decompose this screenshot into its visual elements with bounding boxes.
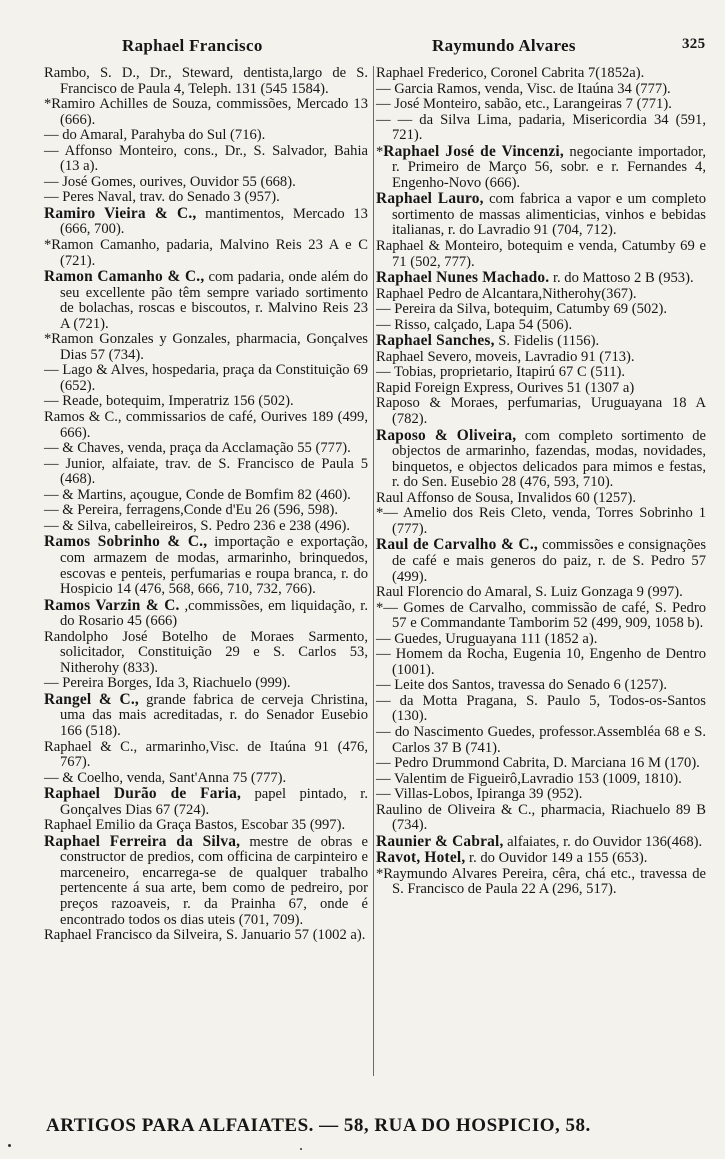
entry-text: — Reade, botequim, Imperatriz 156 (502). — [44, 393, 294, 410]
directory-entry — [44, 676, 368, 692]
directory-entry — [44, 818, 368, 834]
directory-entry — [44, 503, 368, 519]
directory-entry — [44, 394, 368, 410]
entry-text: Raphael Francisco da Silveira, S. Januario 57 (1002 a). — [44, 927, 366, 944]
directory-entry — [376, 491, 706, 507]
directory-entry — [44, 457, 368, 488]
directory-entry — [44, 928, 368, 944]
entry-text: Randolpho José Botelho de Moraes Sarmento, solicitador, Constituição 29 e S. Carlos 53, Nitherohy (833). — [44, 628, 368, 676]
entry-text: — Lago & Alves, hospedaria, praça da Constituição 69 (652). — [44, 362, 368, 394]
entry-text: — Gomes de Carvalho, commissão de café, S. Pedro 57 e Commandante Tamborim 52 (499, 909, 1058 b). — [383, 599, 706, 632]
entry-text: S. Fidelis (1156). — [494, 333, 600, 350]
directory-entry — [376, 834, 706, 851]
directory-entry — [376, 270, 706, 287]
directory-entry — [376, 647, 706, 678]
directory-entry — [376, 756, 706, 772]
entry-text: — Junior, alfaiate, trav. de S. Francisco de Paula 5 (468). — [44, 455, 368, 488]
entry-name-bold: Raunier & Cabral, — [376, 832, 504, 850]
entry-text: Ramiro Achilles de Souza, commissões, Mercado 13 (666). — [51, 96, 368, 128]
directory-entry — [44, 598, 368, 630]
entry-text: mantimentos, Mercado 13 (666, 700). — [60, 205, 368, 238]
entry-text: — Pereira Borges, Ida 3, Riachuelo (999). — [44, 675, 291, 692]
directory-entry — [44, 786, 368, 818]
entry-text: com completo sortimento de objectos de armarinho, fazendas, modas, novidades, binquetos, e objectos delicados para mimos e festas, r. do Sen. Eusebio 28 (476, 593, 710). — [392, 427, 706, 491]
entry-marker: * — [44, 331, 52, 348]
entry-name-bold: Ravot, Hotel, — [376, 849, 466, 867]
entry-text: grande fabrica de cerveja Christina, uma das mais acreditadas, r. do Senador Eusebio 166 (518). — [60, 691, 368, 739]
entry-text: — & Silva, cabelleireiros, S. Pedro 236 e 238 (496). — [44, 517, 351, 534]
directory-entry — [376, 287, 706, 303]
entry-name-bold: Ramon Camanho & C., — [44, 268, 205, 286]
entry-text: Ramon Gonzales y Gonzales, pharmacia, Gonçalves Dias 57 (734). — [51, 331, 368, 363]
directory-entry — [376, 318, 706, 334]
footer-advertisement: ARTIGOS PARA ALFAIATES. — 58, RUA DO HOSPICIO, 58. — [46, 1115, 591, 1136]
entry-text: Raul Florencio do Amaral, S. Luiz Gonzaga 9 (997). — [376, 584, 683, 601]
directory-entry — [44, 441, 368, 457]
directory-entry — [44, 269, 368, 332]
directory-entry — [44, 97, 368, 128]
directory-entry — [44, 144, 368, 175]
entry-name-bold: Raul de Carvalho & C., — [376, 536, 538, 554]
entry-marker: * — [44, 237, 52, 254]
entry-text: importação e exportação, com armazem de modas, armarinho, brinquedos, escovas e penteis, perfumarias e roupa branca, r. do Hospicio 14 (476, 568, 666, 710, 732, 766). — [60, 534, 368, 598]
directory-entry — [376, 678, 706, 694]
directory-entry — [376, 381, 706, 397]
entry-text: Raposo & Moraes, perfumarias, Uruguayana 18 A (782). — [376, 395, 706, 428]
directory-entry — [376, 396, 706, 427]
entry-text: Raymundo Alvares Pereira, cêra, chá etc., travessa de S. Francisco de Paula 22 A (296, 517). — [383, 865, 706, 898]
directory-entry — [44, 206, 368, 238]
directory-entry — [44, 363, 368, 394]
directory-entry — [376, 772, 706, 788]
directory-entry — [376, 803, 706, 834]
directory-entry — [376, 867, 706, 898]
directory-entry — [44, 740, 368, 771]
directory-entry — [376, 365, 706, 381]
directory-entry — [376, 632, 706, 648]
directory-entry — [376, 82, 706, 98]
entry-name-bold: Ramos Varzin & C. — [44, 596, 180, 614]
directory-entry — [376, 113, 706, 144]
entry-text: — & Pereira, ferragens,Conde d'Eu 26 (596, 598). — [44, 502, 339, 519]
directory-entry — [376, 725, 706, 756]
entry-marker: * — [44, 96, 52, 113]
entry-name-bold: Raphael Durão de Faria, — [44, 785, 242, 803]
directory-entry — [376, 350, 706, 366]
print-speck — [8, 1144, 11, 1147]
directory-entry — [376, 239, 706, 270]
directory-entry — [376, 428, 706, 491]
entry-text: — Pereira da Silva, botequim, Catumby 69 (502). — [376, 301, 668, 318]
entry-text: commissões e consignações de café e mais generos do paiz, r. de S. Pedro 57 (499). — [392, 537, 706, 585]
entry-text: — Pedro Drummond Cabrita, D. Marciana 16 M (170). — [376, 755, 700, 772]
print-speck — [300, 1148, 302, 1150]
directory-entry — [376, 302, 706, 318]
entry-text: Raphael Frederico, Coronel Cabrita 7(1852a). — [376, 65, 645, 81]
entry-text: Rambo, S. D., Dr., Steward, dentista,largo de S. Francisco de Paula 4, Teleph. 131 (545 1584). — [44, 65, 368, 97]
directory-entry — [376, 694, 706, 725]
directory-entry — [376, 144, 706, 192]
directory-entry — [44, 175, 368, 191]
entry-text: — Homem da Rocha, Eugenia 10, Engenho de Dentro (1001). — [376, 646, 706, 678]
directory-entry — [44, 128, 368, 144]
entry-text: — da Motta Pragana, S. Paulo 5, Todos-os-Santos (130). — [376, 692, 706, 725]
directory-entry — [44, 488, 368, 504]
page-number: 325 — [682, 36, 706, 52]
directory-entry — [376, 787, 706, 803]
entry-text: mestre de obras e constructor de predios, com officina de carpinteiro e marceneiro, encarrega-se de qualquer trabalho pertencente á sua arte, bem como de pedreiro, por preços razoaveis, r. da Prainha 67, onde é encontrado todos os dias uteis (701, 709). — [60, 833, 368, 928]
entry-text: — Tobias, proprietario, Itapirú 67 C (511). — [376, 364, 626, 381]
entry-text: Ramon Camanho, padaria, Malvino Reis 23 A e C (721). — [51, 237, 368, 269]
entry-text: papel pintado, r. Gonçalves Dias 67 (724). — [60, 786, 368, 818]
entry-text: r. do Ouvidor 149 a 155 (653). — [465, 850, 648, 867]
entry-name-bold: Raposo & Oliveira, — [376, 426, 517, 444]
entry-text: — José Monteiro, sabão, etc., Larangeiras 7 (771). — [376, 96, 672, 113]
entry-text: Raulino de Oliveira & C., pharmacia, Riachuelo 89 B (734). — [376, 801, 706, 834]
entry-text: Raphael Severo, moveis, Lavradio 91 (713). — [376, 348, 635, 365]
entry-text: — & Chaves, venda, praça da Acclamação 55 (777). — [44, 440, 351, 457]
entry-text: Raphael & C., armarinho,Visc. de Itaúna 91 (476, 767). — [44, 738, 368, 771]
entry-marker: * — [376, 505, 384, 522]
directory-entry — [44, 519, 368, 535]
directory-entry — [44, 771, 368, 787]
directory-entry — [376, 66, 706, 82]
directory-entry — [376, 850, 706, 867]
directory-entry — [376, 537, 706, 585]
column-rule — [373, 66, 374, 1076]
directory-entry — [44, 534, 368, 597]
entry-text: — Villas-Lobos, Ipiranga 39 (952). — [376, 786, 583, 803]
entry-text: — do Amaral, Parahyba do Sul (716). — [44, 127, 266, 144]
entry-name-bold: Raphael Ferreira da Silva, — [44, 832, 241, 850]
entry-text: — José Gomes, ourives, Ouvidor 55 (668). — [44, 173, 296, 190]
entry-text: r. do Mattoso 2 B (953). — [549, 270, 694, 287]
entry-text: Raphael & Monteiro, botequim e venda, Catumby 69 e 71 (502, 777). — [376, 238, 706, 270]
directory-entry — [44, 332, 368, 363]
entry-text: Ramos & C., commissarios de café, Ourives 189 (499, 666). — [44, 409, 368, 441]
directory-entry — [376, 191, 706, 239]
directory-entry — [44, 630, 368, 677]
right-column — [376, 66, 706, 898]
entry-text: Raul Affonso de Sousa, Invalidos 60 (1257). — [376, 489, 636, 506]
entry-text: — Valentim de Figueirô,Lavradio 153 (1009, 1810). — [376, 770, 682, 787]
directory-entry — [44, 190, 368, 206]
entry-text: — — da Silva Lima, padaria, Misericordia 34 (591, 721). — [376, 111, 706, 144]
entry-text: Rapid Foreign Express, Ourives 51 (1307 a) — [376, 379, 635, 396]
entry-text: negociante importador, r. Primeiro de Março 56, sobr. e r. Fernandes 4, Engenho-Novo (666). — [392, 143, 706, 191]
entry-text: — do Nascimento Guedes, professor.Assembléa 68 e S. Carlos 37 B (741). — [376, 723, 706, 756]
entry-name-bold: Raphael Sanches, — [376, 332, 495, 350]
entry-name-bold: Ramos Sobrinho & C., — [44, 533, 208, 551]
entry-name-bold: Rangel & C., — [44, 690, 139, 708]
directory-entry — [376, 601, 706, 632]
entry-name-bold: Raphael Nunes Machado. — [376, 269, 550, 287]
entry-text: com padaria, onde além do seu excellente pão têm sempre variado sortimento de bolachas, roscas e biscoutos, r. Malvino Reis 23 A (721). — [60, 269, 369, 332]
directory-entry — [44, 692, 368, 740]
directory-entry — [376, 333, 706, 350]
entry-text: com fabrica a vapor e um completo sortimento de massas alimenticias, vinhos e bebidas italianas, r. do Lavradio 91 (704, 712). — [392, 191, 707, 239]
entry-name-bold: Ramiro Vieira & C., — [44, 204, 197, 222]
running-head-left: Raphael Francisco — [122, 36, 263, 55]
entry-text: Raphael Pedro de Alcantara,Nitherohy(367). — [376, 285, 637, 302]
entry-text: — Guedes, Uruguayana 111 (1852 a). — [376, 630, 598, 647]
entry-text: — Peres Naval, trav. do Senado 3 (957). — [44, 189, 280, 206]
directory-entry — [376, 585, 706, 601]
directory-entry — [44, 410, 368, 441]
directory-entry — [376, 97, 706, 113]
entry-text: — Risso, calçado, Lapa 54 (506). — [376, 316, 573, 333]
entry-marker: * — [376, 143, 384, 160]
running-head-right: Raymundo Alvares — [432, 36, 576, 55]
entry-text: — Leite dos Santos, travessa do Senado 6 (1257). — [376, 677, 668, 694]
entry-text: ,commissões, em liquidação, r. do Rosario 45 (666) — [60, 597, 368, 630]
entry-text: — & Coelho, venda, Sant'Anna 75 (777). — [44, 769, 287, 786]
entry-name-bold: Raphael Lauro, — [376, 190, 484, 208]
entry-marker: * — [376, 599, 384, 616]
entry-text: Raphael Emilio da Graça Bastos, Escobar 35 (997). — [44, 817, 346, 834]
entry-text: — Amelio dos Reis Cleto, venda, Torres Sobrinho 1 (777). — [383, 505, 706, 537]
left-column — [44, 66, 368, 944]
directory-entry — [376, 506, 706, 537]
directory-entry — [44, 834, 368, 928]
directory-entry — [44, 238, 368, 269]
entry-text: alfaiates, r. do Ouvidor 136(468). — [503, 833, 703, 850]
entry-text: — & Martins, açougue, Conde de Bomfim 82 (460). — [44, 486, 351, 503]
entry-marker: * — [376, 865, 384, 882]
entry-text: — Garcia Ramos, venda, Visc. de Itaúna 34 (777). — [376, 80, 671, 97]
directory-entry — [44, 66, 368, 97]
entry-name-bold: Raphael José de Vincenzi, — [383, 142, 564, 160]
entry-text: — Affonso Monteiro, cons., Dr., S. Salvador, Bahia (13 a). — [44, 142, 368, 175]
